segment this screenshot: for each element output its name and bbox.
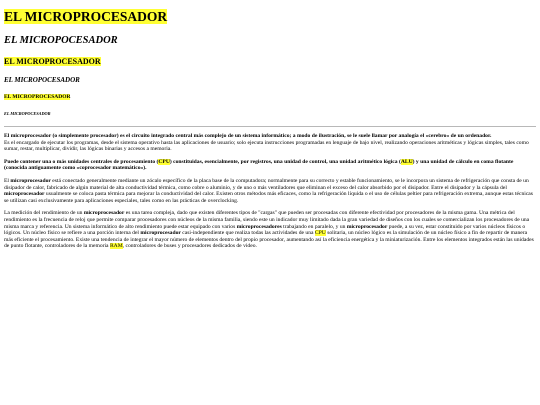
p1-text-3: Es el encargado de ejecutar los programas, desde el sistema operativo hasta las aplicaciones de usuario; solo ejecuta instrucciones programadas en lenguaje de bajo nivel, realizando operaciones aritméticas y lógicas simples, tales como sumar, restar, multiplicar, dividir, las lógicas binarias y accesos a memoria. [4,139,529,153]
paragraph-components [4,159,536,172]
p4-highlight-cpu: CPU [314,230,326,237]
p3-text-2: está conectado generalmente mediante un zócalo específico de la placa base de la computadora; normalmente para su correcto y estable funcionamiento, se le incorpora un sistema de refrigeración que consta de un disipador de calor, fabricado de algún material de alta conductividad térmica, como cobre o aluminio, y de uno o más ventiladores que eliminan el exceso del calor absorbido por el disipador. Entre el disipador y la cápsula del [4,177,529,191]
p4-text-3: trabajando en paralelo, y un [281,223,347,230]
p3-keyword-microprocesador-2: microprocesador [4,191,45,198]
p3-text-1: El [4,177,11,184]
heading-5-text: EL MICROPROCESADOR [4,94,71,100]
paragraph-definition [4,133,536,153]
p4-keyword-microprocesador-3: microprocesador [140,230,181,237]
p2-text-3: ) y una unidad de cálculo en coma flotante (conocida antiguamente como «coprocesador matemático»). [4,158,514,172]
p4-text-1: La medición del rendimiento de un [4,210,84,217]
p1-keyword-microprocesador: microprocesador [10,133,52,139]
heading-5 [4,93,536,102]
heading-1 [4,8,536,26]
p4-text-7: , controladores de buses y procesadores dedicados de video. [122,243,257,250]
p1-text-1: El [4,133,11,139]
p2-highlight-alu: ALU [400,158,413,165]
p4-text-2: es una tarea compleja, dado que existen diferentes tipos de "cargas" que pueden ser procesadas con diferente efectividad por procesadores de la misma gama. Una métrica del rendimiento es la frecuencia de reloj que permite comparar procesadores con núcleos de la misma familia, siendo este un indicador muy limitado dada la gran variedad de diseños con los cuales se comercializan los procesadores de una misma marca y referencia. Un sistema informático de alto rendimiento puede estar equipado con varios [4,210,530,230]
p2-highlight-cpu: CPU [158,158,170,165]
p1-text-2: (o simplemente procesador) es el circuito integrado central más complejo de un sistema informático; a modo de ilustración, se le suele llamar por analogía el «cerebro» de un ordenador. [51,133,492,139]
p3-text-3: usualmente se coloca pasta térmica para mejorar la conductividad del calor. Existen otros métodos más eficaces, como la refrigeración líquida o el uso de células peltier para refrigeración extrema, aunque estas técnicas se utilizan casi exclusivamente para aplicaciones especiales, tales como en las prácticas de overclocking. [4,191,533,204]
paragraph-cooling [4,178,536,204]
p4-keyword-microprocesadores: microprocesadores [236,223,282,230]
p4-keyword-microprocesador-2: microprocesador [346,223,388,230]
heading-2: EL MICROPOCESADOR [4,35,118,46]
heading-6: EL MICROPOCESADOR [4,111,51,116]
p2-text-2: ) constituidas, esencialmente, por registros, una unidad de control, una unidad aritmético lógica ( [169,158,401,165]
heading-4: EL MICROPOCESADOR [4,76,80,84]
p4-highlight-ram: RAM [109,243,123,250]
heading-3 [4,56,536,67]
p3-keyword-microprocesador: microprocesador [10,177,51,184]
divider [4,126,536,127]
p4-keyword-microprocesador: microprocesador [83,210,125,217]
heading-3-text: EL MICROPROCESADOR [4,57,101,66]
p2-text-1: Puede contener una o más unidades centrales de procesamiento ( [4,158,159,165]
p4-text-4: puede, a su vez, estar constituido por varios núcleos físicos o lógicos. Un núcleo físico se refiere a una porción interna del [4,223,526,237]
paragraph-performance [4,210,536,250]
p4-text-5: casi-independiente que realiza todas las actividades de una [180,230,315,237]
p4-text-6: solitaria, un núcleo lógico es la simulación de un núcleo físico a fin de repartir de manera más eficiente el procesamiento. Existe una tendencia de integrar el mayor número de elementos dentro del propio procesador, aumentando así la eficiencia energética y la miniaturización. Entre los elementos integrados están las unidades de punto flotante, controladores de la memoria [4,230,534,250]
heading-1-text: EL MICROPROCESADOR [4,9,168,24]
